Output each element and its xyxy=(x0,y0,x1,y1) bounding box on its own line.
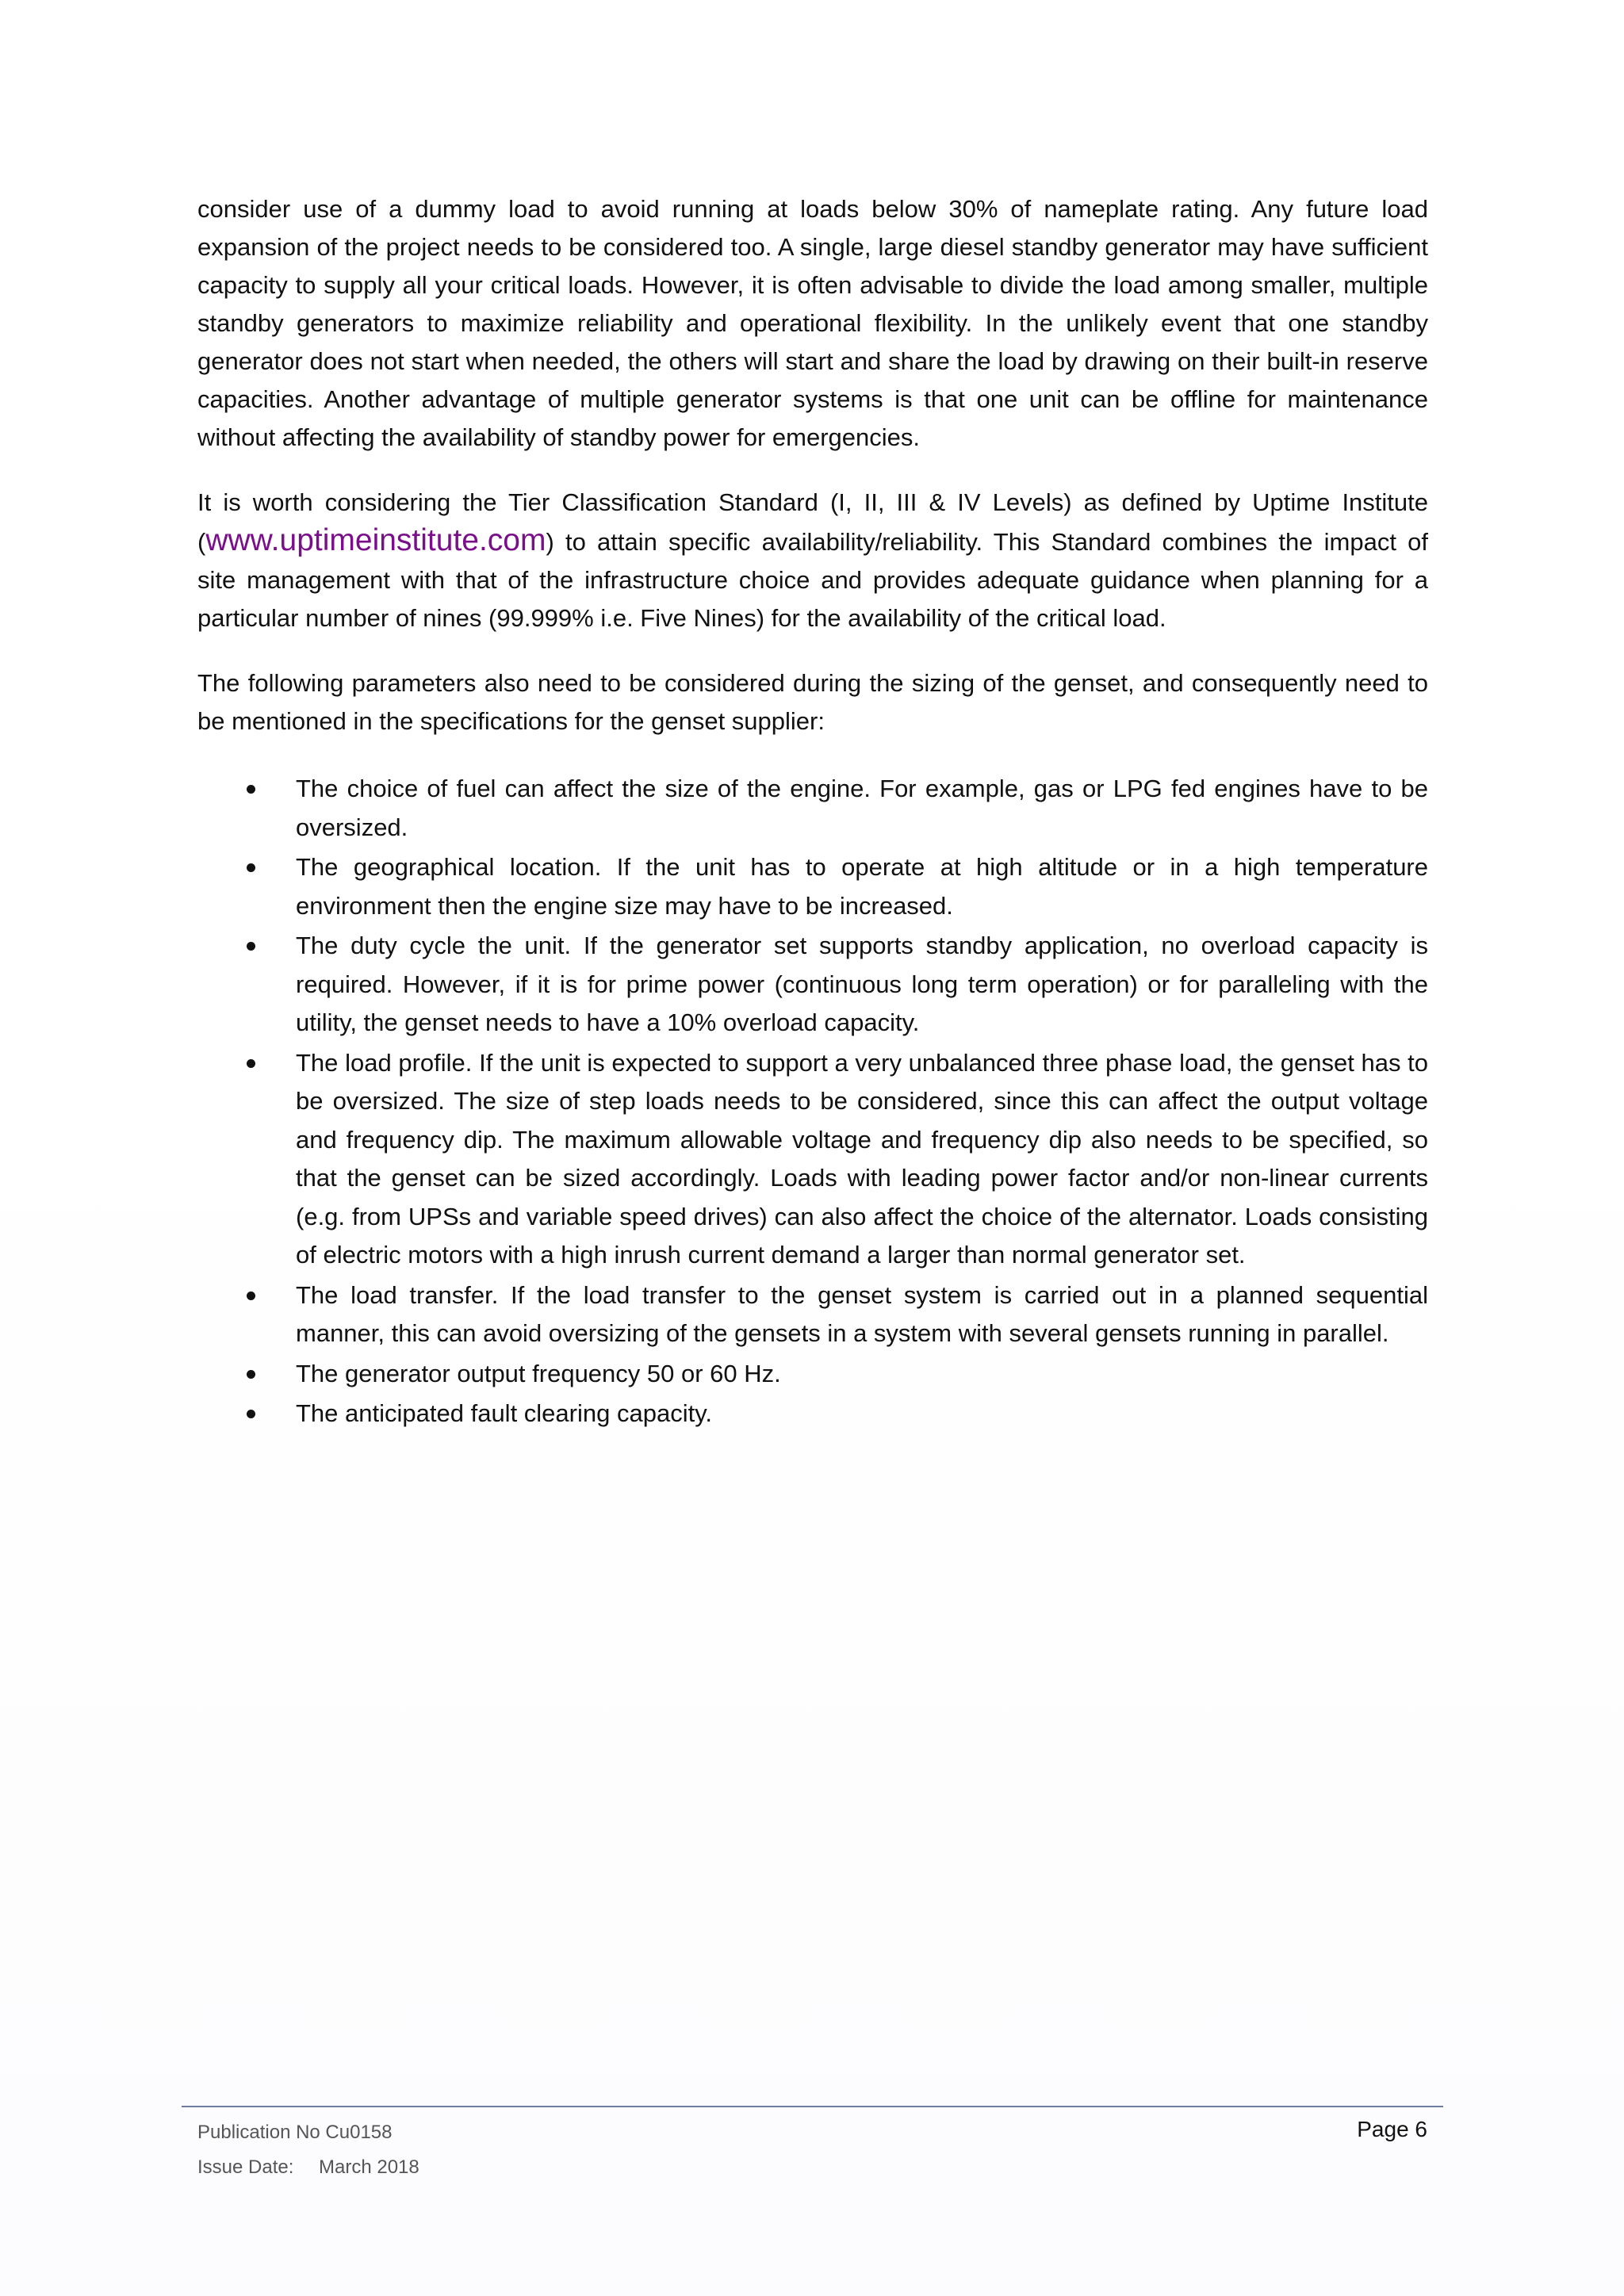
list-item-text: The load transfer. If the load transfer to the genset system is carried out in a planned sequential manner, this can avoid oversizing of the gensets in a system with several gensets running in parallel. xyxy=(296,1280,1428,1347)
list-item xyxy=(197,1395,1428,1433)
bullet-icon xyxy=(247,785,255,794)
bullet-icon xyxy=(247,942,255,951)
list-item-text: The load profile. If the unit is expected to support a very unbalanced three phase load, the genset has to be oversized. The size of step loads needs to be considered, since this can affect the output voltage and frequency dip. The maximum allowable voltage and frequency dip also needs to be specified, so that the genset can be sized accordingly. Loads with leading power factor and/or non-linear currents (e.g. from UPSs and variable speed drives) can also affect the choice of the alternator. Loads consisting of electric motors with a high inrush current demand a larger than normal generator set. xyxy=(296,1048,1428,1269)
list-item-text: The geographical location. If the unit has to operate at high altitude or in a high temperature environment then the engine size may have to be increased. xyxy=(296,853,1428,920)
publication-number: Publication No Cu0158 xyxy=(197,2122,393,2143)
paragraph-tier-classification xyxy=(197,484,1428,637)
bullet-icon xyxy=(247,863,255,872)
bullet-icon xyxy=(247,1370,255,1379)
list-item-text: The duty cycle the unit. If the generator set supports standby application, no overload capacity is required. However, if it is for prime power (continuous long term operation) or for paralleling with the utility, the genset needs to have a 10% overload capacity. xyxy=(296,932,1428,1036)
page-body xyxy=(197,190,1428,1435)
list-item xyxy=(197,848,1428,925)
bullet-icon xyxy=(247,1059,255,1068)
list-item-text: The anticipated fault clearing capacity. xyxy=(296,1399,713,1427)
issue-date-value: March 2018 xyxy=(319,2156,419,2178)
paragraph-sizing-parameters: The following parameters also need to be considered during the sizing of the genset, and consequently need to be mentioned in the specifications for the genset supplier: xyxy=(197,669,1428,735)
bullet-icon xyxy=(247,1292,255,1300)
issue-date-label: Issue Date: xyxy=(197,2156,294,2178)
paragraph-tier-text-start: It is worth considering the Tier Classification Standard (I, II, III & IV Levels) as defined by Uptime Institute ( xyxy=(197,488,1428,556)
uptime-institute-link[interactable]: www.uptimeinstitute.com xyxy=(205,523,546,557)
list-item-text: The choice of fuel can affect the size of the engine. For example, gas or LPG fed engines have to be oversized. xyxy=(296,775,1428,841)
list-item xyxy=(197,1276,1428,1353)
list-item xyxy=(197,1044,1428,1275)
list-item-text: The generator output frequency 50 or 60 Hz. xyxy=(296,1359,781,1387)
paragraph-tier-text-end: ) to attain specific availability/reliability. This Standard combines the impact of site management with that of the infrastructure choice and provides adequate guidance when planning for a particular number of nines (99.999% i.e. Five Nines) for the availability of the critical load. xyxy=(197,528,1428,632)
page-number: Page 6 xyxy=(1357,2117,1427,2141)
parameters-list xyxy=(197,770,1428,1433)
paragraph-generator-sizing: consider use of a dummy load to avoid running at loads below 30% of nameplate rating. Any future load expansion of the project needs to be considered too. A single, large diesel standby generator may have sufficient capacity to supply all your critical loads. However, it is often advisable to divide the load among smaller, multiple standby generators to maximize reliability and operational flexibility. In the unlikely event that one standby generator does not start when needed, the others will start and share the load by drawing on their built-in reserve capacities. Another advantage of multiple generator systems is that one unit can be offline for maintenance without affecting the availability of standby power for emergencies. xyxy=(197,195,1428,451)
bullet-icon xyxy=(247,1410,255,1418)
footer-info xyxy=(197,2115,419,2185)
list-item xyxy=(197,1355,1428,1394)
issue-date-row xyxy=(197,2150,419,2185)
list-item xyxy=(197,770,1428,847)
list-item xyxy=(197,927,1428,1043)
footer-divider xyxy=(182,2106,1443,2107)
